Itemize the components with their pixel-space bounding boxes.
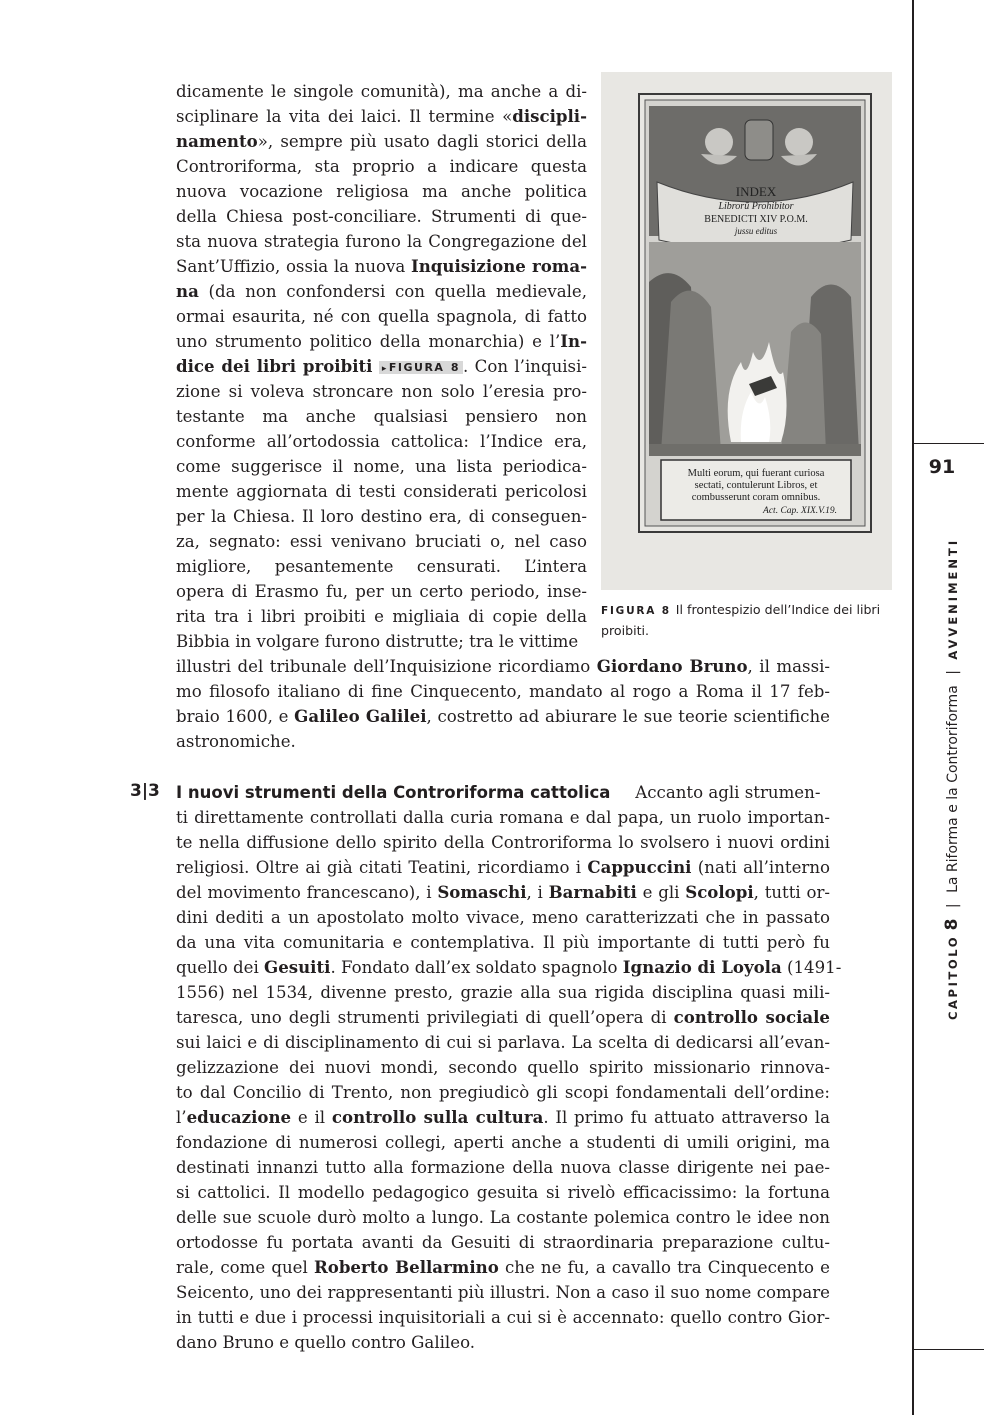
bold-term: Scolopi — [685, 882, 754, 902]
section-number: 3|3 — [130, 781, 160, 801]
text-run: illustri del tribunale dell’Inquisizione ricordiamo — [176, 657, 597, 676]
text-line — [176, 629, 587, 654]
text-line — [176, 704, 830, 729]
text-run: dicamente le singole comunità), ma anche a di- — [176, 82, 587, 101]
text-line — [176, 1305, 830, 1330]
text-run: 1556) nel 1534, divenne presto, grazie alla sua rigida disciplina quasi mili- — [176, 983, 830, 1002]
bold-term: Gesuiti — [264, 957, 331, 977]
text-line — [176, 329, 587, 354]
text-run: sciplinare la vita dei laici. Il termine « — [176, 107, 513, 126]
plaque-text: combusserunt coram omnibus. — [691, 492, 821, 503]
text-run: te nella diffusione dello spirito della Controriforma lo svolsero i nuovi ordini — [176, 833, 830, 852]
text-line — [176, 379, 587, 404]
text-line — [176, 204, 587, 229]
paragraph-inquisition — [176, 79, 587, 654]
text-run: quello dei — [176, 958, 265, 977]
text-run: dano Bruno e quello contro Galileo. — [176, 1333, 476, 1352]
text-run: , costretto ad abiurare le sue teorie scientifiche — [426, 707, 830, 726]
text-run: Accanto agli strumen- — [635, 783, 821, 802]
figure-reference — [379, 361, 463, 374]
text-run: si cattolici. Il modello pedagogico gesuita si rivelò efficacissimo: la fortuna — [176, 1183, 830, 1202]
bold-term: educazione — [186, 1107, 292, 1127]
text-line — [176, 1180, 830, 1205]
section-label: AVVENIMENTI — [946, 537, 960, 660]
text-run: Bibbia in volgare furono distrutte; tra le vittime — [176, 632, 579, 651]
text-run: Controriforma, sta proprio a indicare questa — [176, 157, 587, 176]
text-run: sta nuova strategia furono la Congregazione del — [176, 232, 587, 251]
text-line — [176, 1005, 830, 1030]
text-line — [176, 1130, 830, 1155]
sidebar-rule — [912, 0, 914, 1415]
text-line — [176, 1055, 830, 1080]
text-line — [176, 304, 587, 329]
bold-term: na — [176, 281, 199, 301]
text-line — [176, 1030, 830, 1055]
text-run: testante ma anche qualsiasi pensiero non — [176, 407, 587, 426]
text-run: , il massi- — [747, 657, 830, 676]
text-line — [176, 1280, 830, 1305]
bold-term: In- — [560, 331, 587, 351]
bold-term: Giordano Bruno — [596, 656, 748, 676]
figure-reference-label: FIGURA 8 — [388, 361, 460, 374]
plaque-text: Act. Cap. XIX.V.19. — [763, 506, 837, 516]
text-run: fondazione di numerosi collegi, aperti anche a studenti di umili origini, ma — [176, 1133, 830, 1152]
text-run: , tutti or- — [753, 883, 830, 902]
text-line — [176, 479, 587, 504]
bold-term: discipli- — [512, 106, 587, 126]
text-run: opera di Erasmo fu, per un certo periodo, inse- — [176, 582, 587, 601]
text-line — [176, 955, 842, 980]
text-line — [176, 504, 587, 529]
text-run: religiosi. Oltre ai già citati Teatini, ricordiamo i — [176, 858, 588, 877]
text-run: destinati innanzi tutto alla formazione della nuova classe dirigente nei pae- — [176, 1158, 830, 1177]
chapter-label: CAPITOLO — [946, 934, 960, 1020]
bold-term: Cappuccini — [587, 857, 692, 877]
sidebar-divider-bottom — [913, 1349, 984, 1350]
text-line — [176, 154, 587, 179]
running-head — [944, 538, 961, 1020]
text-line — [176, 805, 830, 830]
arrow-icon: ▸ — [381, 364, 388, 374]
text-run: mo filosofo italiano di fine Cinquecento, mandato al rogo a Roma il 17 feb- — [176, 682, 830, 701]
bold-term: namento — [176, 131, 258, 151]
bold-term: Galileo Galilei — [294, 706, 427, 726]
text-line — [176, 1105, 830, 1130]
text-line — [176, 279, 587, 304]
text-run: che ne fu, a cavallo tra Cinquecento e — [498, 1258, 831, 1277]
text-run: gelizzazione dei nuovi mondi, secondo quello spirito missionario rinnova- — [176, 1058, 830, 1077]
text-run: Seicento, uno dei rappresentanti più illustri. Non a caso il suo nome compare — [176, 1283, 830, 1302]
text-run: nuova vocazione religiosa ma anche politica — [176, 182, 587, 201]
title-gap — [610, 783, 635, 802]
bold-term: Ignazio di Loyola — [622, 957, 782, 977]
page-number: 91 — [928, 456, 956, 478]
text-line — [176, 654, 830, 679]
text-run: (nati all’interno — [691, 858, 830, 877]
text-run: braio 1600, e — [176, 707, 295, 726]
text-line — [176, 729, 830, 754]
text-line — [176, 429, 587, 454]
text-run: (1491- — [781, 958, 842, 977]
text-run: del movimento francescano), i — [176, 883, 438, 902]
plaque-text: sectati, contulerunt Libros, et — [694, 480, 818, 491]
running-head-separator: | — [945, 903, 961, 909]
running-head-separator: | — [945, 670, 961, 675]
text-line — [176, 780, 830, 805]
text-line — [176, 980, 830, 1005]
text-line — [176, 604, 587, 629]
chapter-number: 8 — [942, 918, 962, 931]
caption-text: Il frontespizio dell’Indice dei libri — [675, 602, 881, 617]
text-line — [176, 1205, 830, 1230]
text-run: taresca, uno degli strumenti privilegiati di quell’opera di — [176, 1008, 674, 1027]
text-line — [176, 855, 830, 880]
bold-term: dice dei libri proibiti — [176, 356, 373, 376]
text-run: za, segnato: essi venivano bruciati o, nel caso — [176, 532, 587, 551]
text-run: dini dediti a un apostolato molto vivace, meno caratterizzati che in passato — [176, 908, 830, 927]
bold-term: Barnabiti — [548, 882, 637, 902]
plaque-text: Multi eorum, qui fuerant curiosa — [687, 468, 825, 479]
text-line — [176, 830, 830, 855]
text-line — [176, 1080, 830, 1105]
text-run: come suggerisce il nome, una lista periodica- — [176, 457, 587, 476]
text-line — [176, 1155, 830, 1180]
text-run: della Chiesa post-conciliare. Strumenti di que- — [176, 207, 587, 226]
text-run: ortodosse fu portata avanti da Gesuiti di straordinaria preparazione cultu- — [176, 1233, 830, 1252]
engraving-illustration — [601, 72, 892, 590]
text-run: ormai esaurita, né con quella spagnola, di fatto — [176, 307, 587, 326]
caption-label: FIGURA 8 — [601, 605, 671, 617]
text-run: zione si voleva stroncare non solo l’eresia pro- — [176, 382, 587, 401]
text-line — [176, 880, 830, 905]
engraving-text: BENEDICTI XIV P.O.M. — [704, 214, 808, 225]
text-run: sui laici e di disciplinamento di cui si parlava. La scelta di dedicarsi all’evan- — [176, 1033, 830, 1052]
text-run: per la Chiesa. Il loro destino era, di conseguen- — [176, 507, 587, 526]
bold-term: Inquisizione roma- — [410, 256, 587, 276]
paragraph-inquisition-continued — [176, 654, 830, 754]
text-line — [176, 1255, 830, 1280]
text-run: conforme all’ortodossia cattolica: l’Indice era, — [176, 432, 587, 451]
text-run: l’ — [176, 1108, 187, 1127]
text-line — [176, 905, 830, 930]
text-run: astronomiche. — [176, 732, 296, 751]
text-run: uno strumento politico della monarchia) e l’ — [176, 332, 561, 351]
sidebar-divider-top — [913, 443, 984, 444]
text-line — [176, 1230, 830, 1255]
text-line — [176, 579, 587, 604]
text-run — [372, 357, 378, 376]
chapter-title: La Riforma e la Controriforma — [945, 685, 961, 893]
text-line — [176, 79, 587, 104]
text-run: rita tra i libri proibiti e migliaia di copie della — [176, 607, 587, 626]
text-line — [176, 1330, 830, 1355]
text-run: in tutti e due i processi inquisitoriali a cui si è accennato: quello contro Gior- — [176, 1308, 830, 1327]
text-run: . Il primo fu attuato attraverso la — [543, 1108, 830, 1127]
figure-caption — [601, 600, 901, 640]
text-run: rale, come quel — [176, 1258, 314, 1277]
text-run: delle sue scuole durò molto a lungo. La costante polemica contro le idee non — [176, 1208, 830, 1227]
paragraph-new-orders — [176, 780, 842, 1355]
text-run: , i — [526, 883, 549, 902]
text-line — [176, 529, 587, 554]
text-run: to dal Concilio di Trento, non pregiudicò gli scopi fondamentali dell’ordine: — [176, 1083, 830, 1102]
text-line — [176, 930, 830, 955]
text-run: Sant’Uffizio, ossia la nuova — [176, 257, 411, 276]
bold-term: Somaschi — [437, 882, 527, 902]
text-run: migliore, pesantemente censurati. L’intera — [176, 557, 587, 576]
engraving-text: jussu editus — [734, 226, 778, 236]
bold-term: controllo sulla cultura — [331, 1107, 544, 1127]
bold-term: controllo sociale — [673, 1007, 830, 1027]
text-line — [176, 679, 830, 704]
text-line — [176, 179, 587, 204]
text-run: (da non confondersi con quella medievale, — [198, 282, 587, 301]
text-line — [176, 404, 587, 429]
text-run: . Con l’inquisi- — [463, 357, 587, 376]
text-run: e gli — [636, 883, 686, 902]
figure-index-frontispiece — [601, 72, 892, 590]
text-line — [176, 454, 587, 479]
section-title: I nuovi strumenti della Controriforma cattolica — [176, 783, 611, 802]
bold-term: Roberto Bellarmino — [313, 1257, 499, 1277]
text-run: ti direttamente controllati dalla curia romana e dal papa, un ruolo importan- — [176, 808, 830, 827]
text-run: », sempre più usato dagli storici della — [257, 132, 587, 151]
text-line — [176, 354, 587, 379]
engraving-text: INDEX — [735, 184, 777, 199]
text-run: . Fondato dall’ex soldato spagnolo — [330, 958, 623, 977]
text-line — [176, 129, 587, 154]
text-run: e il — [291, 1108, 332, 1127]
text-run: mente aggiornata di testi considerati pericolosi — [176, 482, 587, 501]
text-line — [176, 554, 587, 579]
caption-text: proibiti. — [601, 623, 650, 638]
text-line — [176, 104, 587, 129]
engraving-text: Librorū Prohibitor — [718, 201, 794, 212]
text-run: da una vita comunitaria e contemplativa. Il più importante di tutti però fu — [176, 933, 830, 952]
text-line — [176, 229, 587, 254]
text-line — [176, 254, 587, 279]
